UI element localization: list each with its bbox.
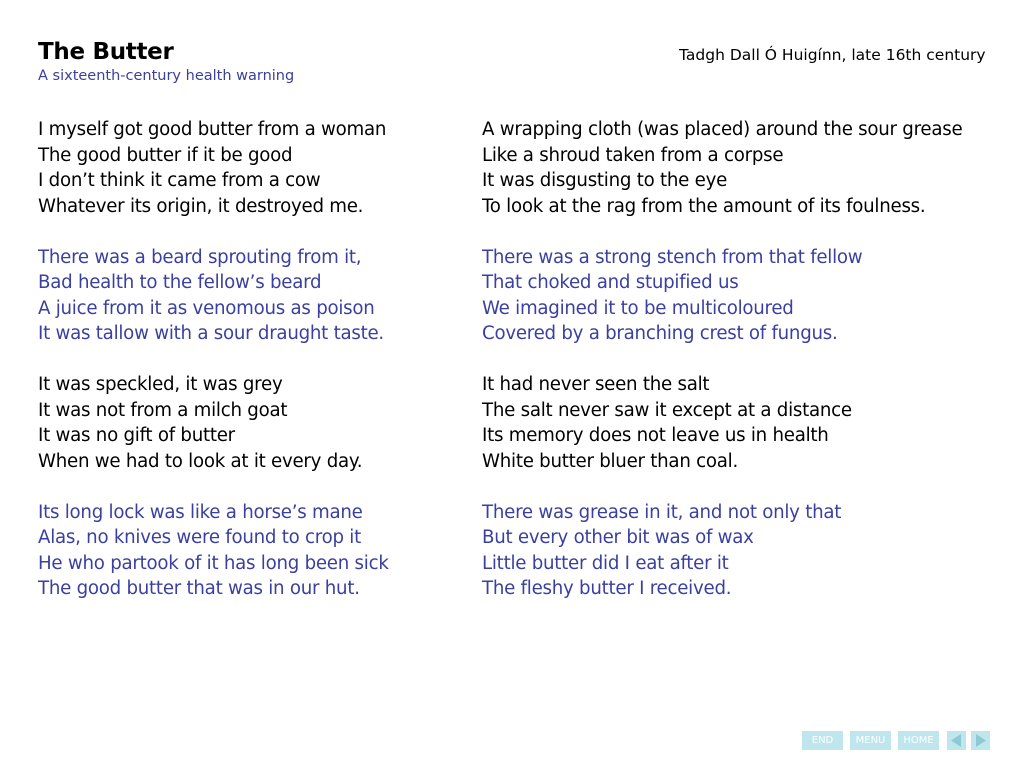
poem-line: The salt never saw it except at a distance [482,399,852,421]
poem-line: We imagined it to be multicoloured [482,297,794,319]
poem-line: When we had to look at it every day. [38,450,363,472]
poem-line: There was grease in it, and not only that [482,501,842,523]
next-button[interactable] [971,731,990,750]
poem-line: It was no gift of butter [38,425,235,446]
stanza-right-3 [482,372,962,474]
poem-line: It was tallow with a sour draught taste. [38,323,384,344]
poem-line: A juice from it as venomous as poison [38,297,375,319]
poem-column-left [38,117,389,627]
poem-line: I myself got good butter from a woman [38,119,387,140]
poem-line: Alas, no knives were found to crop it [38,527,361,548]
home-button[interactable]: HOME [898,731,939,750]
stanza-left-4 [38,500,389,602]
poem-line: It had never seen the salt [482,374,710,395]
poem-line: To look at the rag from the amount of its foulness. [482,195,926,217]
poem-line: The good butter if it be good [38,144,293,166]
previous-button[interactable] [947,731,966,750]
poem-line: The good butter that was in our hut. [38,578,360,599]
poem-column-right [482,117,962,627]
stanza-left-1 [38,117,389,219]
poem-line: That choked and stupified us [482,272,739,293]
poem-line: But every other bit was of wax [482,527,754,548]
poem-line: Like a shroud taken from a corpse [482,144,784,166]
poem-line: There was a beard sprouting from it, [38,246,362,268]
poem-line: White butter bluer than coal. [482,450,738,472]
triangle-left-icon [947,731,966,750]
poem-subtitle: A sixteenth-century health warning [38,68,295,84]
poem-line: It was disgusting to the eye [482,170,728,191]
poem-line: It was not from a milch goat [38,399,288,421]
triangle-right-icon [971,731,990,750]
poem-line: A wrapping cloth (was placed) around the sour grease [482,119,963,140]
stanza-left-2 [38,245,389,347]
poem-author: Tadgh Dall Ó Huigínn, late 16th century [679,46,986,64]
stanza-right-1 [482,117,962,219]
stanza-left-3 [38,372,389,474]
end-button[interactable]: END [802,731,843,750]
poem-line: He who partook of it has long been sick [38,552,389,574]
poem-title: The Butter [38,39,174,65]
poem-line: Its memory does not leave us in health [482,425,829,446]
poem-line: I don’t think it came from a cow [38,170,321,191]
poem-line: There was a strong stench from that fellow [482,246,863,268]
poem-line: The fleshy butter I received. [482,578,732,599]
stanza-right-4 [482,500,962,602]
poem-line: Bad health to the fellow’s beard [38,272,322,293]
poem-line: Its long lock was like a horse’s mane [38,501,363,523]
poem-line: Little butter did I eat after it [482,552,729,574]
poem-line: Whatever its origin, it destroyed me. [38,195,364,217]
poem-line: It was speckled, it was grey [38,374,283,395]
stanza-right-2 [482,245,962,347]
poem-line: Covered by a branching crest of fungus. [482,323,838,344]
menu-button[interactable]: MENU [850,731,891,750]
